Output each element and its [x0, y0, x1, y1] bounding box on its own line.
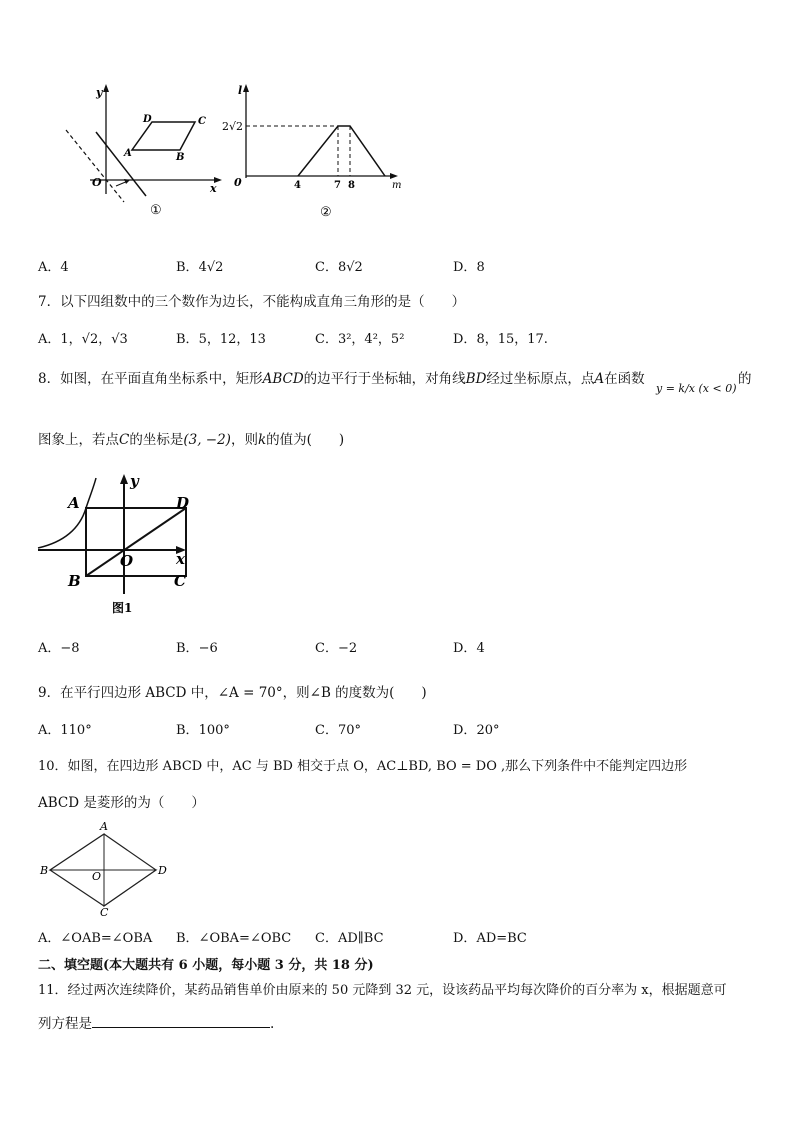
- q8-option-b[interactable]: B．−6: [176, 641, 218, 656]
- q8-fig-label-x: x: [176, 550, 185, 568]
- q10-stem-line2: ABCD 是菱形的为（ ）: [38, 795, 205, 811]
- q10-fig-label-b: B: [40, 864, 49, 877]
- q10-option-c[interactable]: C．AD∥BC: [315, 931, 384, 946]
- fig1-label-c: C: [198, 116, 206, 127]
- fig1-label-b: B: [176, 152, 185, 163]
- q7-stem: 7．以下四组数中的三个数作为边长，不能构成直角三角形的是（ ）: [38, 294, 466, 310]
- fig1-label-x: x: [210, 182, 217, 195]
- q7-option-a[interactable]: A．1，√2，√3: [38, 332, 128, 347]
- q8-fig-caption: 图1: [112, 601, 133, 615]
- fig2-caption: ②: [320, 205, 332, 220]
- q8-stem-line1: 8．如图，在平面直角坐标系中，矩形ABCD的边平行于坐标轴，对角线BD经过坐标原点，点A在函数: [38, 371, 645, 387]
- q8-fig-label-o: O: [120, 552, 134, 570]
- fig2-tick-4: 4: [294, 180, 301, 191]
- q9-stem: 9．在平行四边形 ABCD 中，∠A = 70°，则∠B 的度数为( ): [38, 685, 427, 701]
- q8-figure: [34, 470, 204, 620]
- q6-option-c[interactable]: C．8√2: [315, 260, 363, 275]
- q6-option-d[interactable]: D．8: [453, 260, 485, 275]
- q10-fig-label-a: A: [100, 820, 108, 833]
- q9-option-b[interactable]: B．100°: [176, 723, 230, 738]
- q8-fig-label-d: D: [176, 494, 190, 512]
- fig1-label-o: O: [92, 176, 102, 189]
- q11-answer-blank[interactable]: [92, 1015, 270, 1028]
- fig2-label-origin: 0: [234, 176, 242, 189]
- q9-option-a[interactable]: A．110°: [38, 723, 92, 738]
- section-2-title: 二、填空题(本大题共有 6 小题，每小题 3 分，共 18 分): [38, 958, 374, 973]
- q8-option-c[interactable]: C．−2: [315, 641, 358, 656]
- q10-figure: [38, 820, 178, 916]
- fig1-label-d: D: [143, 114, 152, 125]
- q7-option-b[interactable]: B．5，12，13: [176, 332, 266, 347]
- q10-fig-label-d: D: [158, 864, 167, 877]
- fig1-caption: ①: [150, 203, 162, 218]
- q10-option-d[interactable]: D．AD=BC: [453, 931, 527, 946]
- q10-stem-line1: 10．如图，在四边形 ABCD 中，AC 与 BD 相交于点 O，AC⊥BD, BO = DO ,那么下列条件中不能判定四边形: [38, 759, 688, 774]
- q10-option-a[interactable]: A．∠OAB=∠OBA: [38, 931, 153, 946]
- q7-option-c[interactable]: C．3²，4²，5²: [315, 332, 405, 347]
- fig2-tick-8: 8: [348, 180, 355, 191]
- fig2-label-m: m: [392, 180, 402, 191]
- q11-stem-line2: 列方程是 .: [38, 1016, 275, 1032]
- q10-option-b[interactable]: B．∠OBA=∠OBC: [176, 931, 292, 946]
- q8-stem-tail: 的: [738, 371, 752, 387]
- figure-1: [60, 82, 230, 222]
- q10-fig-label-o: O: [92, 870, 102, 883]
- q8-fig-label-c: C: [174, 572, 186, 590]
- fig1-label-y: y: [96, 86, 103, 99]
- fig1-label-a: A: [124, 148, 132, 159]
- q8-function: y = k/x (x < 0): [656, 382, 737, 395]
- q9-option-c[interactable]: C．70°: [315, 723, 361, 738]
- q8-fig-label-a: A: [68, 494, 80, 512]
- fig2-tick-7: 7: [334, 180, 341, 191]
- fig2-tick-y: 2√2: [222, 120, 244, 133]
- q10-fig-label-c: C: [100, 906, 109, 916]
- q8-fig-label-b: B: [68, 572, 81, 590]
- fig2-label-l: l: [238, 84, 243, 97]
- q8-option-d[interactable]: D．4: [453, 641, 485, 656]
- q7-option-d[interactable]: D．8，15，17.: [453, 332, 548, 347]
- q6-option-b[interactable]: B．4√2: [176, 260, 224, 275]
- q8-option-a[interactable]: A．−8: [38, 641, 80, 656]
- q6-option-a[interactable]: A．4: [38, 260, 69, 275]
- q9-option-d[interactable]: D．20°: [453, 723, 500, 738]
- figure-2: [218, 82, 408, 222]
- q8-stem-line2: 图象上，若点C的坐标是(3, −2)，则k的值为( ): [38, 432, 345, 448]
- q11-stem-line1: 11．经过两次连续降价，某药品销售单价由原来的 50 元降到 32 元，设该药品平均每次降价的百分率为 x，根据题意可: [38, 983, 727, 998]
- q8-fig-label-y: y: [130, 472, 139, 490]
